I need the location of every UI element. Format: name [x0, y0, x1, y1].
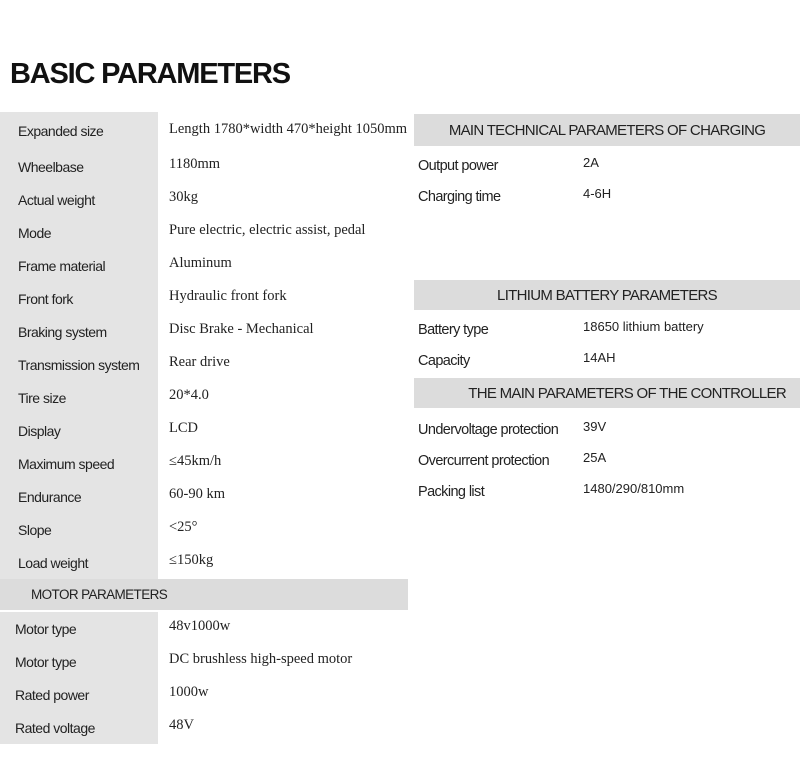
- basic-parameters-table: [0, 112, 413, 744]
- param-label: Overcurrent protection: [418, 452, 550, 469]
- param-label: Braking system: [0, 315, 158, 348]
- param-label: Tire size: [0, 381, 158, 414]
- param-row-display: [0, 414, 413, 447]
- param-label: Load weight: [0, 546, 158, 579]
- param-value: Aluminum: [169, 255, 232, 271]
- param-label: Actual weight: [0, 183, 158, 216]
- param-label: Capacity: [418, 352, 470, 369]
- param-label: Wheelbase: [0, 150, 158, 183]
- param-value: 1180mm: [169, 156, 221, 172]
- battery-row-capacity: [414, 345, 800, 376]
- param-value: 20*4.0: [169, 387, 209, 403]
- param-row-tire-size: [0, 381, 413, 414]
- param-value: 48v1000w: [169, 618, 231, 634]
- param-row-expanded-size: [0, 112, 413, 150]
- param-label: Mode: [0, 216, 158, 249]
- param-value: 48V: [169, 717, 194, 733]
- battery-section-header: LITHIUM BATTERY PARAMETERS: [414, 280, 800, 310]
- section-gap: [414, 212, 800, 280]
- param-value: Hydraulic front fork: [169, 288, 287, 304]
- param-label: Motor type: [0, 612, 158, 645]
- motor-section-header: [0, 579, 408, 610]
- param-label: Maximum speed: [0, 447, 158, 480]
- param-label: Packing list: [418, 483, 485, 500]
- charging-section-header: MAIN TECHNICAL PARAMETERS OF CHARGING: [414, 114, 800, 146]
- param-row-motor-type: [0, 612, 413, 645]
- param-value: 14AH: [583, 350, 616, 365]
- param-label: Motor type: [0, 645, 158, 678]
- param-value: Length 1780*width 470*height 1050mm: [169, 120, 408, 137]
- controller-section-header: THE MAIN PARAMETERS OF THE CONTROLLER: [414, 378, 800, 408]
- param-row-endurance: [0, 480, 413, 513]
- param-row-frame-material: [0, 249, 413, 282]
- param-label: Endurance: [0, 480, 158, 513]
- battery-row-type: [414, 314, 800, 345]
- param-label: Battery type: [418, 321, 489, 338]
- param-value: 39V: [583, 419, 607, 434]
- param-value: 30kg: [169, 189, 198, 205]
- param-row-load-weight: [0, 546, 413, 579]
- param-value: 1480/290/810mm: [583, 481, 685, 496]
- param-row-mode: [0, 216, 413, 249]
- param-label: Undervoltage protection: [418, 421, 559, 438]
- param-row-braking-system: [0, 315, 413, 348]
- param-value: 2A: [583, 155, 599, 170]
- param-value: Disc Brake - Mechanical: [169, 321, 314, 337]
- section-title: MOTOR PARAMETERS: [31, 587, 168, 602]
- param-row-motor-type-2: [0, 645, 413, 678]
- param-value: 60-90 km: [169, 486, 225, 502]
- param-row-wheelbase: [0, 150, 413, 183]
- param-row-transmission-system: [0, 348, 413, 381]
- page-title: BASIC PARAMETERS: [10, 58, 290, 90]
- param-value: 1000w: [169, 684, 209, 700]
- param-label: Front fork: [0, 282, 158, 315]
- param-value: 25A: [583, 450, 607, 465]
- param-value: DC brushless high-speed motor: [169, 651, 353, 667]
- param-value: ≤150kg: [169, 552, 214, 568]
- param-label: Rated power: [0, 678, 158, 711]
- param-label: Rated voltage: [0, 711, 158, 744]
- param-value: Pure electric, electric assist, pedal: [169, 222, 366, 238]
- param-value: LCD: [169, 420, 198, 436]
- param-row-slope: [0, 513, 413, 546]
- param-label: Display: [0, 414, 158, 447]
- param-label: Frame material: [0, 249, 158, 282]
- param-value: 18650 lithium battery: [583, 319, 704, 334]
- right-parameters-table: [414, 112, 800, 507]
- controller-row-undervoltage: [414, 414, 800, 445]
- param-row-rated-power: [0, 678, 413, 711]
- param-value: 4-6H: [583, 186, 612, 201]
- param-label: Charging time: [418, 188, 501, 205]
- charging-row-charging-time: [414, 181, 800, 212]
- param-value: <25°: [169, 519, 198, 535]
- param-label: Output power: [418, 157, 498, 174]
- param-label: Expanded size: [0, 112, 158, 150]
- param-row-actual-weight: [0, 183, 413, 216]
- charging-row-output-power: [414, 150, 800, 181]
- param-value: Rear drive: [169, 354, 230, 370]
- param-label: Transmission system: [0, 348, 158, 381]
- controller-row-overcurrent: [414, 445, 800, 476]
- controller-row-packing-list: [414, 476, 800, 507]
- param-row-rated-voltage: [0, 711, 413, 744]
- param-value: ≤45km/h: [169, 453, 222, 469]
- param-row-front-fork: [0, 282, 413, 315]
- param-label: Slope: [0, 513, 158, 546]
- param-row-maximum-speed: [0, 447, 413, 480]
